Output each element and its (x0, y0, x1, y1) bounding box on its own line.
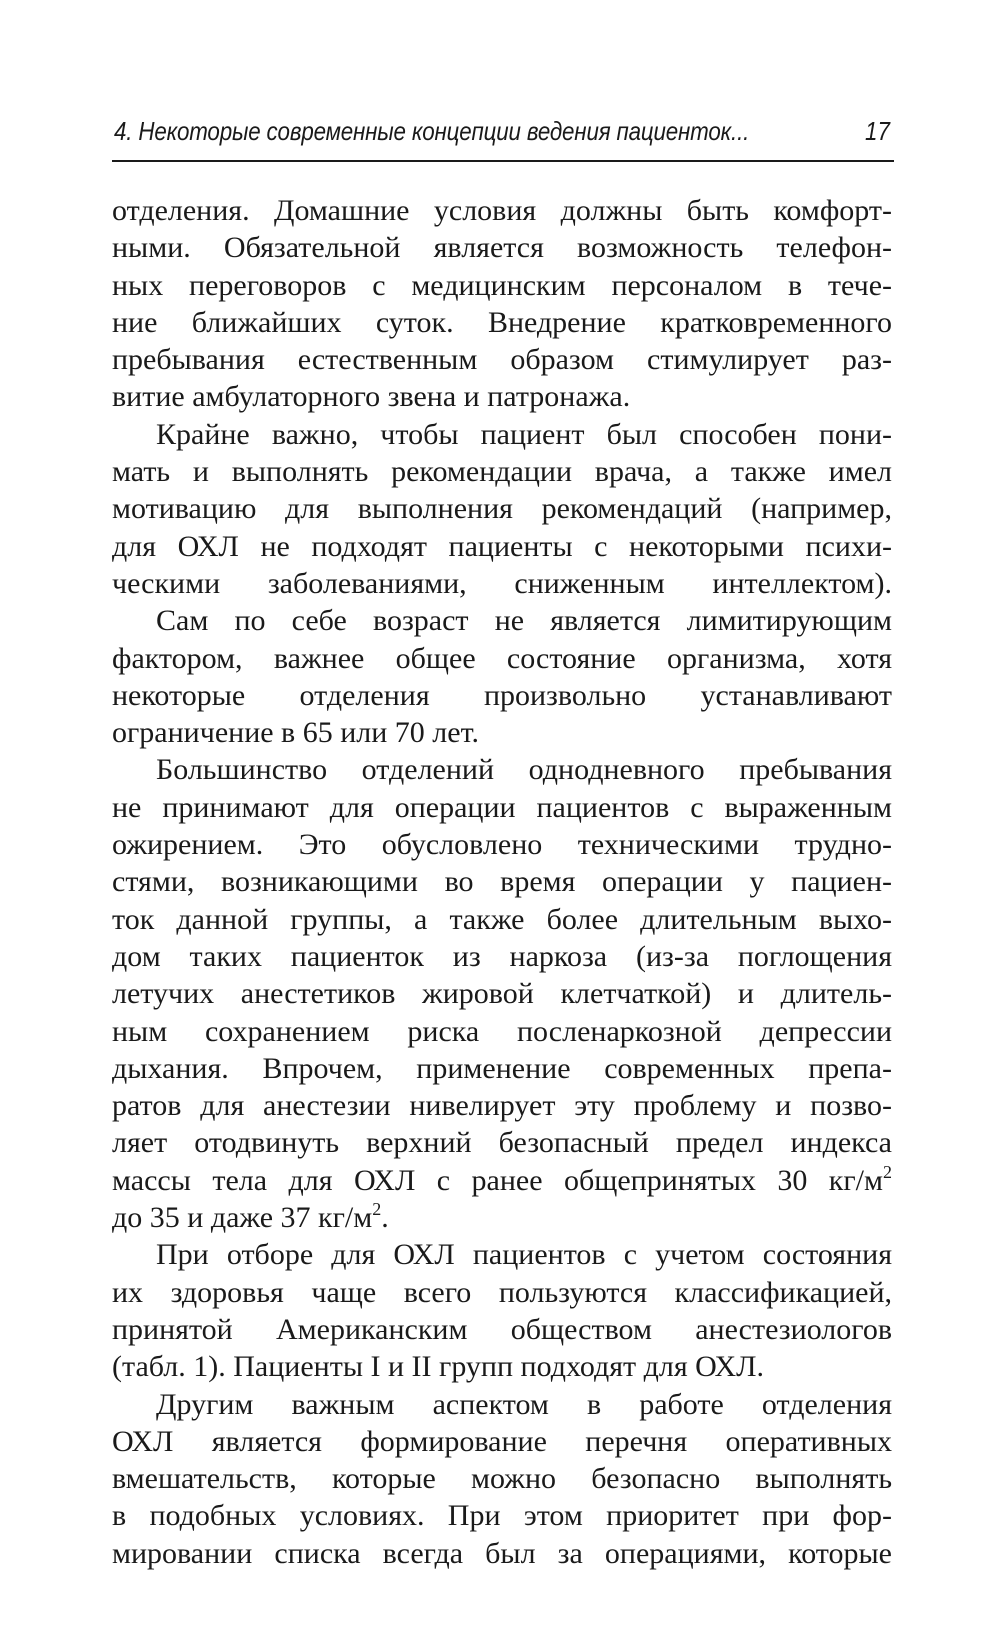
text-line: для ОХЛ не подходят пациенты с некоторыми психи- (112, 529, 892, 563)
text-line: ратов для анестезии нивелирует эту проблему и позво- (112, 1089, 892, 1123)
text-line: их здоровья чаще всего пользуются классификацией, (112, 1275, 892, 1309)
running-header (112, 114, 894, 162)
chapter-running-title: 4. Некоторые современные концепции ведения пациенток... (114, 116, 750, 146)
bmi-tail: . (381, 1201, 389, 1235)
text-line: витие амбулаторного звена и патронажа. (112, 380, 631, 414)
text-line: ожирением. Это обусловлено техническими трудно- (112, 828, 892, 862)
text-line: дыхания. Впрочем, применение современных препа- (112, 1051, 892, 1085)
text-line-bmi (112, 1162, 892, 1199)
text-line: Сам по себе возраст не является лимитирующим (156, 604, 892, 638)
paragraph-procedure-list (112, 1386, 892, 1572)
text-line: вмешательств, которые можно безопасно выполнять (112, 1462, 892, 1496)
text-line: принятой Американским обществом анестезиологов (112, 1312, 892, 1346)
text-line: мотивацию для выполнения рекомендаций (например, (112, 492, 892, 526)
text-line: дом таких пациенток из наркоза (из-за поглощения (112, 939, 892, 973)
text-line: ограничение в 65 или 70 лет. (112, 716, 479, 750)
text-line: При отборе для ОХЛ пациентов с учетом состояния (156, 1238, 892, 1272)
text-line: ным сохранением риска посленаркозной депрессии (112, 1014, 892, 1048)
text-line: пребывания естественным образом стимулирует раз- (112, 343, 892, 377)
text-line: Крайне важно, чтобы пациент был способен пони- (156, 417, 892, 451)
text-line: стями, возникающими во время операции у пациен- (112, 865, 892, 899)
text-line: ных переговоров с медицинским персоналом в тече- (112, 268, 892, 302)
bmi-text-1: массы тела для ОХЛ с ранее общепринятых 30 кг/м (112, 1163, 883, 1197)
text-line-bmi (112, 1199, 892, 1236)
paragraph-age-factor (112, 602, 892, 751)
text-line: не принимают для операции пациентов с выраженным (112, 790, 892, 824)
text-line: отделения. Домашние условия должны быть комфорт- (112, 194, 892, 227)
paragraph-continuation (112, 192, 892, 416)
paragraph-patient-compliance (112, 416, 892, 602)
text-line: фактором, важнее общее состояние организма, хотя (112, 641, 892, 675)
text-line: Другим важным аспектом в работе отделения (156, 1387, 892, 1421)
page-number: 17 (865, 116, 890, 146)
text-line: в подобных условиях. При этом приоритет при фор- (112, 1499, 892, 1533)
bmi-text-2: до 35 и даже 37 кг/м (112, 1201, 373, 1235)
paragraph-obesity (112, 751, 892, 1236)
text-line: Большинство отделений однодневного пребывания (156, 753, 892, 787)
superscript-exponent: 2 (372, 1199, 382, 1220)
text-line: ческими заболеваниями, сниженным интеллектом). (112, 566, 892, 600)
text-line: ными. Обязательной является возможность телефон- (112, 231, 892, 265)
text-line: (табл. 1). Пациенты I и II групп подходят для ОХЛ. (112, 1350, 765, 1384)
text-line: ляет отодвинуть верхний безопасный предел индекса (112, 1126, 892, 1160)
text-line: мировании списка всегда был за операциями, которые (112, 1536, 892, 1570)
superscript-exponent: 2 (883, 1161, 892, 1182)
body-text (112, 192, 892, 1572)
text-line: ние ближайших суток. Внедрение кратковременного (112, 305, 892, 339)
text-line: летучих анестетиков жировой клетчаткой) и длитель- (112, 977, 892, 1011)
text-line: ток данной группы, а также более длительным выхо- (112, 902, 892, 936)
text-line: мать и выполнять рекомендации врача, а также имел (112, 455, 892, 489)
paragraph-asa-classification (112, 1236, 892, 1385)
text-line: ОХЛ является формирование перечня оперативных (112, 1424, 892, 1458)
text-line: некоторые отделения произвольно устанавливают (112, 678, 892, 712)
